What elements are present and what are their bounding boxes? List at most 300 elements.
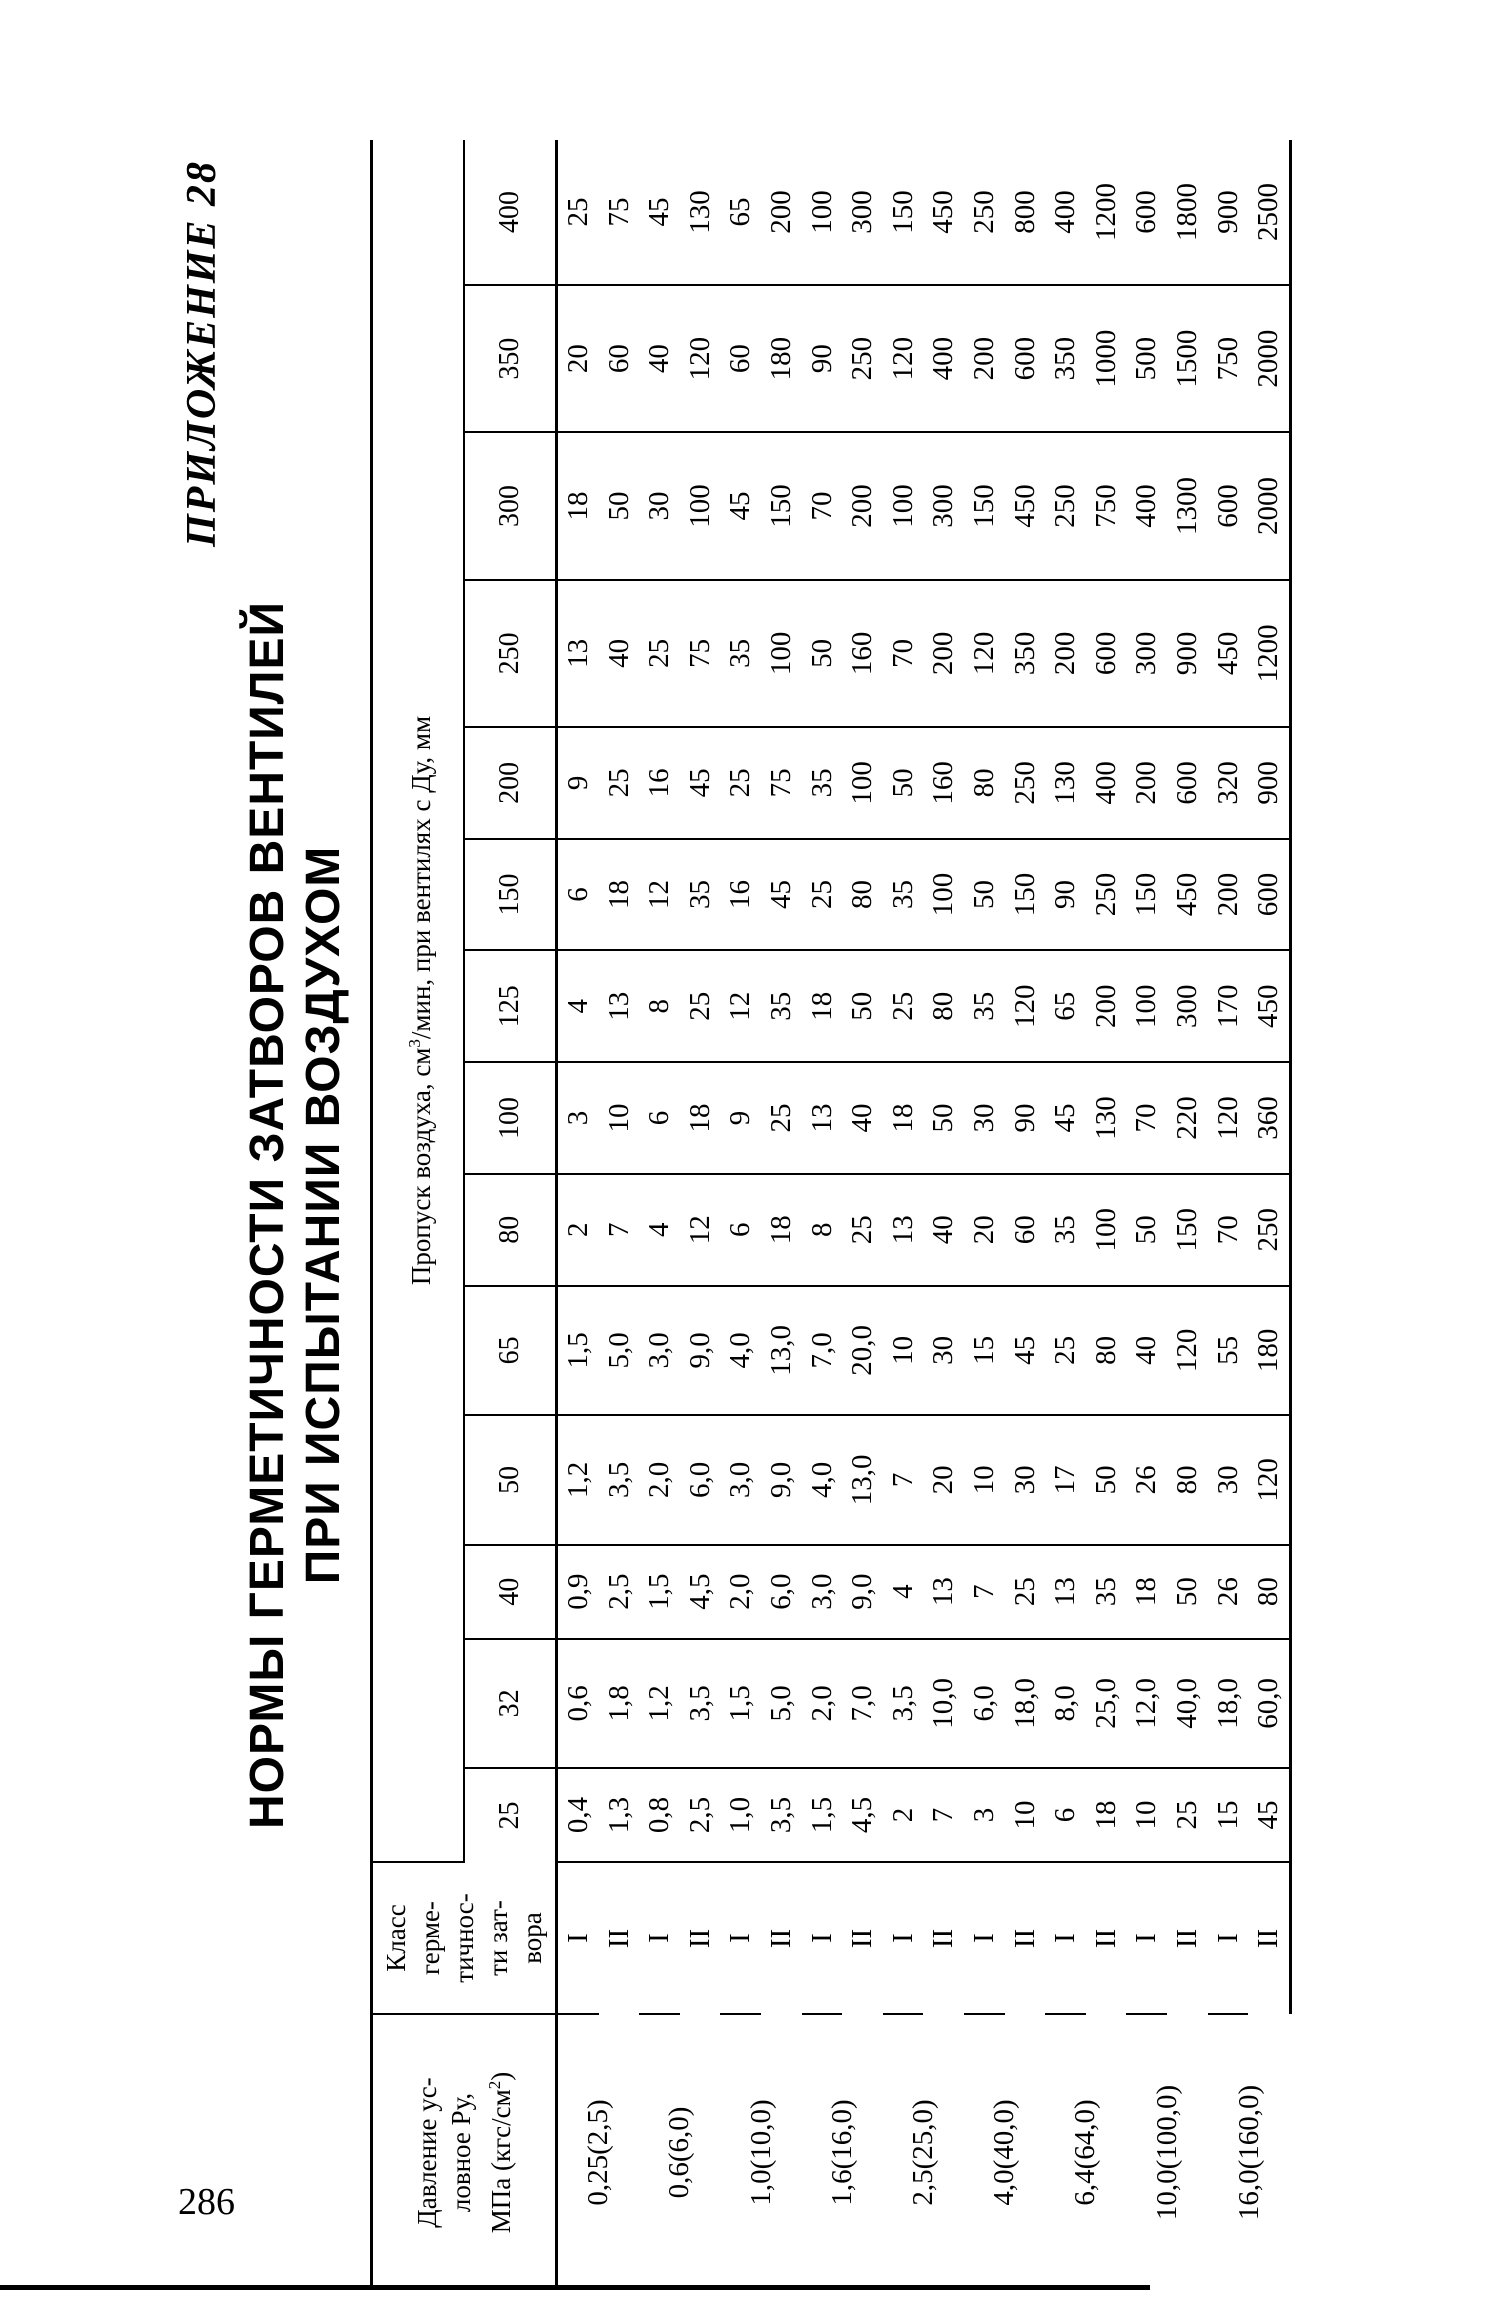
flow-value-cell: 2000 xyxy=(1248,432,1290,579)
flow-value-cell: 2,5 xyxy=(599,1545,640,1639)
flow-value-cell: 1300 xyxy=(1167,432,1208,579)
flow-value-cell: 35 xyxy=(964,950,1005,1062)
dn-header-80: 80 xyxy=(464,1174,557,1286)
class-column-header xyxy=(372,1862,557,2014)
flow-value-cell: 18 xyxy=(883,1062,924,1174)
flow-value-cell: 25 xyxy=(599,727,640,839)
flow-value-cell: 45 xyxy=(761,839,802,951)
table-row xyxy=(680,140,721,2290)
flow-value-cell: 40 xyxy=(639,285,680,432)
flow-value-cell: 60 xyxy=(599,285,640,432)
flow-value-cell: 200 xyxy=(761,140,802,285)
pressure-column-header xyxy=(372,2014,557,2290)
flow-value-cell: 8,0 xyxy=(1045,1639,1086,1769)
flow-value-cell: 7 xyxy=(964,1545,1005,1639)
pressure-header-line-2: ловное Ру, xyxy=(446,2092,476,2213)
flow-value-cell: 600 xyxy=(1126,140,1167,285)
class-cell: II xyxy=(1089,1928,1122,1949)
page-number: 286 xyxy=(178,2181,235,2223)
flow-value-cell: 9,0 xyxy=(761,1415,802,1545)
flow-value-cell: 300 xyxy=(1126,580,1167,727)
table-row xyxy=(1086,140,1127,2290)
pressure-cell: 0,25(2,5) xyxy=(582,2099,615,2206)
flow-value-cell: 120 xyxy=(680,285,721,432)
flow-value-cell: 80 xyxy=(1086,1286,1127,1416)
flow-value-cell: 50 xyxy=(1167,1545,1208,1639)
table-row xyxy=(720,140,761,2290)
flow-value-cell: 120 xyxy=(1005,950,1046,1062)
flow-value-cell: 18 xyxy=(680,1062,721,1174)
flow-value-cell: 18 xyxy=(761,1174,802,1286)
flow-value-cell: 25 xyxy=(680,950,721,1062)
tightness-norms-table xyxy=(370,140,1292,2290)
flow-value-cell: 40 xyxy=(923,1174,964,1286)
flow-value-cell: 4,0 xyxy=(802,1415,843,1545)
flow-value-cell: 30 xyxy=(1005,1415,1046,1545)
class-cell: I xyxy=(1126,1862,1167,2014)
flow-value-cell: 600 xyxy=(1208,432,1249,579)
flow-value-cell: 3,0 xyxy=(720,1415,761,1545)
flow-value-cell: 35 xyxy=(761,950,802,1062)
class-cell: II xyxy=(846,1928,879,1949)
flow-value-cell: 50 xyxy=(802,580,843,727)
dn-header-25: 25 xyxy=(464,1768,557,1862)
flow-value-cell: 80 xyxy=(923,950,964,1062)
flow-value-cell: 70 xyxy=(802,432,843,579)
flow-value-cell: 25 xyxy=(802,839,843,951)
flow-value-cell: 1,3 xyxy=(599,1768,640,1862)
flow-value-cell: 7 xyxy=(599,1174,640,1286)
air-flow-header-text: Пропуск воздуха, см xyxy=(406,1047,436,1286)
flow-value-cell: 250 xyxy=(842,285,883,432)
flow-value-cell: 160 xyxy=(923,727,964,839)
flow-value-cell: 2,0 xyxy=(720,1545,761,1639)
flow-value-cell: 25 xyxy=(1167,1768,1208,1862)
flow-value-cell: 20 xyxy=(557,285,599,432)
flow-value-cell: 12,0 xyxy=(1126,1639,1167,1769)
flow-value-cell: 4,5 xyxy=(680,1545,721,1639)
flow-value-cell: 200 xyxy=(1086,950,1127,1062)
flow-value-cell: 13 xyxy=(557,580,599,727)
flow-value-cell: 350 xyxy=(1005,580,1046,727)
flow-value-cell: 100 xyxy=(1126,950,1167,1062)
dn-header-200: 200 xyxy=(464,727,557,839)
flow-value-cell: 600 xyxy=(1248,839,1290,951)
flow-value-cell: 2,0 xyxy=(639,1415,680,1545)
flow-value-cell: 250 xyxy=(1005,727,1046,839)
flow-value-cell: 30 xyxy=(923,1286,964,1416)
flow-value-cell: 1,0 xyxy=(720,1768,761,1862)
flow-value-cell: 120 xyxy=(1208,1062,1249,1174)
flow-value-cell: 15 xyxy=(1208,1768,1249,1862)
flow-value-cell: 50 xyxy=(1086,1415,1127,1545)
flow-value-cell: 50 xyxy=(842,950,883,1062)
flow-value-cell: 45 xyxy=(680,727,721,839)
flow-value-cell: 200 xyxy=(1208,839,1249,951)
flow-value-cell: 90 xyxy=(1045,839,1086,951)
flow-value-cell: 0,4 xyxy=(557,1768,599,1862)
flow-value-cell: 180 xyxy=(1248,1286,1290,1416)
class-cell: II xyxy=(602,1928,635,1949)
flow-value-cell: 4 xyxy=(883,1545,924,1639)
flow-value-cell: 35 xyxy=(680,839,721,951)
flow-value-cell: 20 xyxy=(964,1174,1005,1286)
dn-header-350: 350 xyxy=(464,285,557,432)
flow-value-cell: 100 xyxy=(883,432,924,579)
flow-value-cell: 80 xyxy=(842,839,883,951)
flow-value-cell: 3,5 xyxy=(599,1415,640,1545)
class-cell: II xyxy=(1170,1928,1203,1949)
title-line-2: ПРИ ИСПЫТАНИИ ВОЗДУХОМ xyxy=(297,845,350,1585)
flow-value-cell: 6,0 xyxy=(761,1545,802,1639)
flow-value-cell: 25 xyxy=(1045,1286,1086,1416)
flow-value-cell: 4,0 xyxy=(720,1286,761,1416)
flow-value-cell: 130 xyxy=(1045,727,1086,839)
flow-value-cell: 1200 xyxy=(1086,140,1127,285)
flow-value-cell: 150 xyxy=(964,432,1005,579)
flow-value-cell: 300 xyxy=(842,140,883,285)
flow-value-cell: 3,5 xyxy=(680,1639,721,1769)
flow-value-cell: 8 xyxy=(639,950,680,1062)
flow-value-cell: 250 xyxy=(1248,1174,1290,1286)
flow-value-cell: 4 xyxy=(557,950,599,1062)
flow-value-cell: 60 xyxy=(1005,1174,1046,1286)
flow-value-cell: 15 xyxy=(964,1286,1005,1416)
flow-value-cell: 10 xyxy=(964,1415,1005,1545)
flow-value-cell: 25 xyxy=(883,950,924,1062)
flow-value-cell: 1,8 xyxy=(599,1639,640,1769)
flow-value-cell: 450 xyxy=(1167,839,1208,951)
flow-value-cell: 18 xyxy=(557,432,599,579)
flow-value-cell: 6 xyxy=(720,1174,761,1286)
rotated-page-content xyxy=(160,140,1430,2290)
flow-value-cell: 40 xyxy=(842,1062,883,1174)
flow-value-cell: 900 xyxy=(1248,727,1290,839)
table-row xyxy=(1208,140,1249,2290)
class-cell: I xyxy=(1045,1862,1086,2014)
flow-value-cell: 1200 xyxy=(1248,580,1290,727)
flow-value-cell: 130 xyxy=(680,140,721,285)
flow-value-cell: 45 xyxy=(1045,1062,1086,1174)
table-row xyxy=(639,140,680,2290)
flow-value-cell: 400 xyxy=(1086,727,1127,839)
table-row xyxy=(557,140,599,2290)
flow-value-cell: 50 xyxy=(599,432,640,579)
flow-value-cell: 4,5 xyxy=(842,1768,883,1862)
flow-value-cell: 1,5 xyxy=(802,1768,843,1862)
flow-value-cell: 3 xyxy=(557,1062,599,1174)
flow-value-cell: 6,0 xyxy=(964,1639,1005,1769)
flow-value-cell: 13 xyxy=(1045,1545,1086,1639)
flow-value-cell: 65 xyxy=(720,140,761,285)
flow-value-cell: 18,0 xyxy=(1208,1639,1249,1769)
flow-value-cell: 7 xyxy=(883,1415,924,1545)
dn-header-400: 400 xyxy=(464,140,557,285)
flow-value-cell: 750 xyxy=(1208,285,1249,432)
flow-value-cell: 900 xyxy=(1167,580,1208,727)
flow-value-cell: 0,6 xyxy=(557,1639,599,1769)
flow-value-cell: 7 xyxy=(923,1768,964,1862)
flow-value-cell: 3 xyxy=(964,1768,1005,1862)
title-line-1: НОРМЫ ГЕРМЕТИЧНОСТИ ЗАТВОРОВ ВЕНТИЛЕЙ xyxy=(241,600,294,1830)
class-header-line-3: тичнос- xyxy=(449,1893,479,1983)
flow-value-cell: 3,0 xyxy=(639,1286,680,1416)
air-flow-header-sup: 3 xyxy=(405,1039,424,1048)
class-cell: I xyxy=(1208,1862,1249,2014)
dn-header-100: 100 xyxy=(464,1062,557,1174)
flow-value-cell: 450 xyxy=(923,140,964,285)
dn-header-150: 150 xyxy=(464,839,557,951)
flow-value-cell: 13 xyxy=(883,1174,924,1286)
flow-value-cell: 120 xyxy=(1248,1415,1290,1545)
flow-value-cell: 35 xyxy=(1045,1174,1086,1286)
flow-value-cell: 25 xyxy=(557,140,599,285)
flow-value-cell: 2 xyxy=(883,1768,924,1862)
table-row xyxy=(802,140,843,2290)
table-row xyxy=(761,140,802,2290)
flow-value-cell: 0,8 xyxy=(639,1768,680,1862)
flow-value-cell: 45 xyxy=(639,140,680,285)
flow-value-cell: 18 xyxy=(1086,1768,1127,1862)
pressure-header-line-1: Давление ус- xyxy=(412,2077,442,2228)
table-row xyxy=(599,140,640,2290)
flow-value-cell: 100 xyxy=(680,432,721,579)
flow-value-cell: 16 xyxy=(720,839,761,951)
flow-value-cell: 90 xyxy=(802,285,843,432)
flow-value-cell: 2000 xyxy=(1248,285,1290,432)
flow-value-cell: 200 xyxy=(1045,580,1086,727)
dn-header-40: 40 xyxy=(464,1545,557,1639)
flow-value-cell: 200 xyxy=(842,432,883,579)
flow-value-cell: 40 xyxy=(1126,1286,1167,1416)
flow-value-cell: 4 xyxy=(639,1174,680,1286)
flow-value-cell: 45 xyxy=(1005,1286,1046,1416)
flow-value-cell: 18 xyxy=(599,839,640,951)
flow-value-cell: 70 xyxy=(883,580,924,727)
flow-value-cell: 130 xyxy=(1086,1062,1127,1174)
flow-value-cell: 20 xyxy=(923,1415,964,1545)
flow-value-cell: 1,2 xyxy=(639,1639,680,1769)
flow-value-cell: 200 xyxy=(964,285,1005,432)
dn-header-300: 300 xyxy=(464,432,557,579)
flow-value-cell: 400 xyxy=(1045,140,1086,285)
flow-value-cell: 120 xyxy=(964,580,1005,727)
flow-value-cell: 120 xyxy=(1167,1286,1208,1416)
flow-value-cell: 6 xyxy=(1045,1768,1086,1862)
flow-value-cell: 3,5 xyxy=(883,1639,924,1769)
flow-value-cell: 2 xyxy=(557,1174,599,1286)
flow-value-cell: 250 xyxy=(1045,432,1086,579)
class-cell: II xyxy=(1008,1928,1041,1949)
class-cell: I xyxy=(802,1862,843,2014)
flow-value-cell: 25 xyxy=(761,1062,802,1174)
flow-value-cell: 40,0 xyxy=(1167,1639,1208,1769)
flow-value-cell: 75 xyxy=(680,580,721,727)
flow-value-cell: 13,0 xyxy=(761,1286,802,1416)
class-cell: II xyxy=(683,1928,716,1949)
flow-value-cell: 0,9 xyxy=(557,1545,599,1639)
flow-value-cell: 500 xyxy=(1126,285,1167,432)
flow-value-cell: 200 xyxy=(1126,727,1167,839)
flow-value-cell: 65 xyxy=(1045,950,1086,1062)
flow-value-cell: 26 xyxy=(1208,1545,1249,1639)
table-row xyxy=(1167,140,1208,2290)
flow-value-cell: 9,0 xyxy=(680,1286,721,1416)
flow-value-cell: 160 xyxy=(842,580,883,727)
flow-value-cell: 18,0 xyxy=(1005,1639,1046,1769)
class-cell: I xyxy=(639,1862,680,2014)
flow-value-cell: 300 xyxy=(1167,950,1208,1062)
flow-value-cell: 20,0 xyxy=(842,1286,883,1416)
flow-value-cell: 1,5 xyxy=(639,1545,680,1639)
flow-value-cell: 150 xyxy=(1005,839,1046,951)
table-row xyxy=(842,140,883,2290)
flow-value-cell: 2,0 xyxy=(802,1639,843,1769)
flow-value-cell: 3,5 xyxy=(761,1768,802,1862)
flow-value-cell: 90 xyxy=(1005,1062,1046,1174)
flow-value-cell: 35 xyxy=(802,727,843,839)
flow-value-cell: 400 xyxy=(1126,432,1167,579)
header-row-top xyxy=(372,140,465,2290)
flow-value-cell: 45 xyxy=(720,432,761,579)
flow-value-cell: 1,5 xyxy=(720,1639,761,1769)
flow-value-cell: 50 xyxy=(883,727,924,839)
flow-value-cell: 55 xyxy=(1208,1286,1249,1416)
flow-value-cell: 150 xyxy=(883,140,924,285)
dn-header-50: 50 xyxy=(464,1415,557,1545)
flow-value-cell: 10 xyxy=(883,1286,924,1416)
flow-value-cell: 60 xyxy=(720,285,761,432)
class-cell: I xyxy=(964,1862,1005,2014)
pressure-cell: 1,6(16,0) xyxy=(825,2099,858,2206)
class-cell: I xyxy=(720,1862,761,2014)
flow-value-cell: 13,0 xyxy=(842,1415,883,1545)
flow-value-cell: 7,0 xyxy=(802,1286,843,1416)
pressure-cell: 6,4(64,0) xyxy=(1069,2099,1102,2206)
flow-value-cell: 12 xyxy=(639,839,680,951)
pressure-cell: 1,0(10,0) xyxy=(744,2099,777,2206)
flow-value-cell: 150 xyxy=(1167,1174,1208,1286)
flow-value-cell: 600 xyxy=(1167,727,1208,839)
flow-value-cell: 60,0 xyxy=(1248,1639,1290,1769)
class-cell: II xyxy=(927,1928,960,1949)
pressure-header-sup: 2 xyxy=(485,2080,504,2090)
air-flow-header xyxy=(372,140,465,1862)
flow-value-cell: 2500 xyxy=(1248,140,1290,285)
dn-header-32: 32 xyxy=(464,1639,557,1769)
flow-value-cell: 150 xyxy=(1126,839,1167,951)
flow-value-cell: 120 xyxy=(883,285,924,432)
flow-value-cell: 30 xyxy=(964,1062,1005,1174)
air-flow-header-unit: /мин, при вентилях с Ду, мм xyxy=(406,715,436,1040)
flow-value-cell: 3,0 xyxy=(802,1545,843,1639)
flow-value-cell: 70 xyxy=(1126,1062,1167,1174)
flow-value-cell: 25,0 xyxy=(1086,1639,1127,1769)
flow-value-cell: 40 xyxy=(599,580,640,727)
flow-value-cell: 5,0 xyxy=(599,1286,640,1416)
dn-header-65: 65 xyxy=(464,1286,557,1416)
flow-value-cell: 100 xyxy=(923,839,964,951)
flow-value-cell: 10 xyxy=(599,1062,640,1174)
flow-value-cell: 35 xyxy=(1086,1545,1127,1639)
flow-value-cell: 50 xyxy=(1126,1174,1167,1286)
flow-value-cell: 16 xyxy=(639,727,680,839)
flow-value-cell: 220 xyxy=(1167,1062,1208,1174)
pressure-cell: 16,0(160,0) xyxy=(1232,2084,1265,2221)
class-cell: II xyxy=(1248,1862,1290,2014)
table-row xyxy=(883,140,924,2290)
flow-value-cell: 30 xyxy=(639,432,680,579)
pressure-header-close: ) xyxy=(486,2071,516,2081)
flow-value-cell: 9 xyxy=(557,727,599,839)
flow-value-cell: 2,5 xyxy=(680,1768,721,1862)
table-body xyxy=(557,140,1291,2290)
flow-value-cell: 13 xyxy=(599,950,640,1062)
flow-value-cell: 450 xyxy=(1248,950,1290,1062)
flow-value-cell: 1,5 xyxy=(557,1286,599,1416)
pressure-cell: 10,0(100,0) xyxy=(1150,2084,1183,2221)
flow-value-cell: 35 xyxy=(883,839,924,951)
flow-value-cell: 5,0 xyxy=(761,1639,802,1769)
flow-value-cell: 13 xyxy=(802,1062,843,1174)
flow-value-cell: 25 xyxy=(842,1174,883,1286)
pressure-header-unit: МПа (кгс/см xyxy=(486,2089,516,2234)
flow-value-cell: 250 xyxy=(1086,839,1127,951)
appendix-label: ПРИЛОЖЕНИЕ 28 xyxy=(179,160,225,547)
flow-value-cell: 10,0 xyxy=(923,1639,964,1769)
flow-value-cell: 320 xyxy=(1208,727,1249,839)
flow-value-cell: 170 xyxy=(1208,950,1249,1062)
pressure-header-line-3 xyxy=(478,2015,518,2290)
class-cell: I xyxy=(883,1862,924,2014)
flow-value-cell: 75 xyxy=(599,140,640,285)
flow-value-cell: 70 xyxy=(1208,1174,1249,1286)
flow-value-cell: 7,0 xyxy=(842,1639,883,1769)
pressure-cell: 4,0(40,0) xyxy=(988,2099,1021,2206)
flow-value-cell: 50 xyxy=(964,839,1005,951)
table-row xyxy=(1045,140,1086,2290)
flow-value-cell: 200 xyxy=(923,580,964,727)
flow-value-cell: 9 xyxy=(720,1062,761,1174)
table-row xyxy=(923,140,964,2290)
flow-value-cell: 8 xyxy=(802,1174,843,1286)
flow-value-cell: 10 xyxy=(1005,1768,1046,1862)
class-header-line-2: герме- xyxy=(415,1901,445,1975)
flow-value-cell: 400 xyxy=(923,285,964,432)
flow-value-cell: 80 xyxy=(964,727,1005,839)
class-header-line-4: ти зат- xyxy=(483,1900,513,1976)
pressure-cell: 0,6(6,0) xyxy=(663,2106,696,2199)
class-cell: I xyxy=(557,1862,599,2014)
flow-value-cell: 50 xyxy=(923,1062,964,1174)
flow-value-cell: 25 xyxy=(1005,1545,1046,1639)
flow-value-cell: 26 xyxy=(1126,1415,1167,1545)
flow-value-cell: 6,0 xyxy=(680,1415,721,1545)
flow-value-cell: 80 xyxy=(1248,1545,1290,1639)
flow-value-cell: 9,0 xyxy=(842,1545,883,1639)
table-row xyxy=(1248,140,1290,2290)
flow-value-cell: 300 xyxy=(923,432,964,579)
flow-value-cell: 600 xyxy=(1005,285,1046,432)
flow-value-cell: 450 xyxy=(1208,580,1249,727)
class-cell: II xyxy=(764,1928,797,1949)
flow-value-cell: 250 xyxy=(964,140,1005,285)
flow-value-cell: 17 xyxy=(1045,1415,1086,1545)
flow-value-cell: 12 xyxy=(680,1174,721,1286)
class-header-line-5: вора xyxy=(517,1912,547,1964)
flow-value-cell: 600 xyxy=(1086,580,1127,727)
flow-value-cell: 1,2 xyxy=(557,1415,599,1545)
